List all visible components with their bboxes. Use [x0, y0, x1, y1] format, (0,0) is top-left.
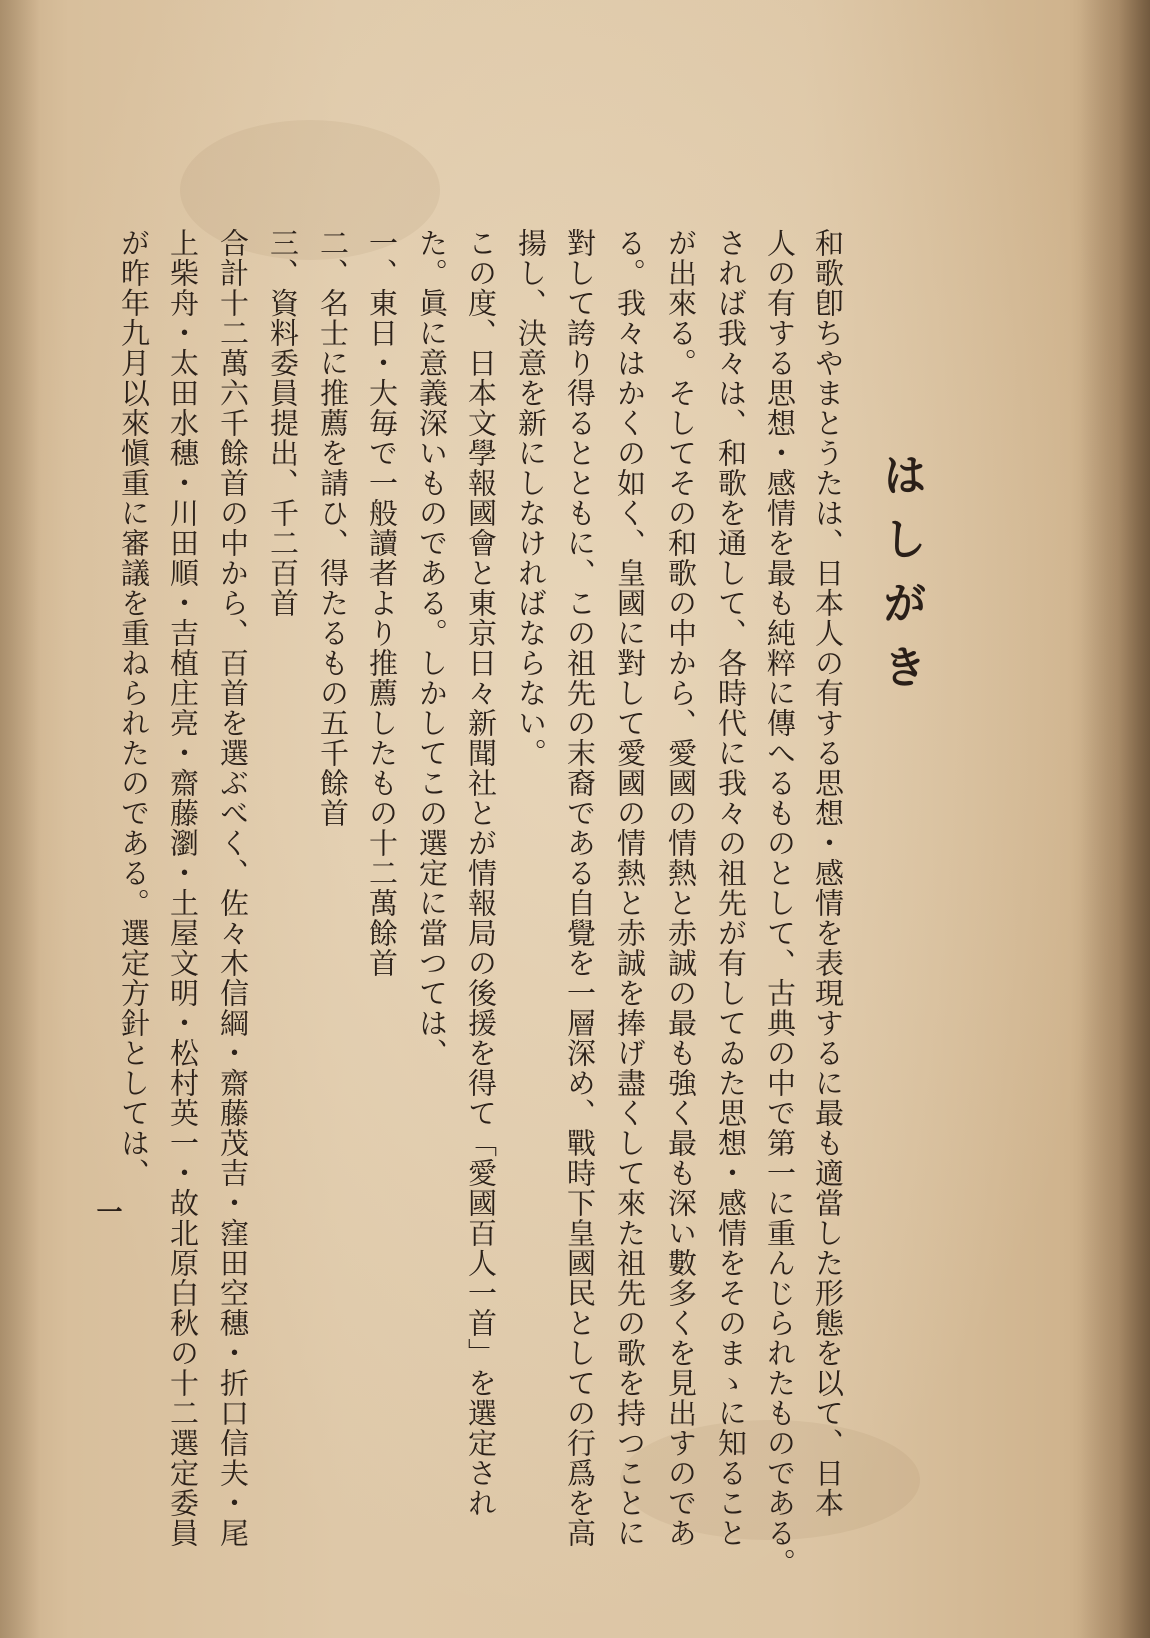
page-gutter-shadow [0, 0, 40, 1638]
text-column: る。我々はかくの如く、皇國に對して愛國の情熱と赤誠を捧げ盡くして來た祖先の歌を持つことに [613, 228, 647, 1548]
text-column: が昨年九月以來愼重に審議を重ねられたのである。選定方針としては、 [117, 228, 151, 1188]
list-item: 二、名士に推薦を請ひ、得たるもの五千餘首 [316, 228, 350, 828]
text-column: た。眞に意義深いものである。しかしてこの選定に當つては、 [415, 228, 449, 1068]
text-column: 揚し、決意を新にしなければならない。 [514, 228, 548, 768]
text-column: 對して誇り得るとともに、この祖先の末裔である自覺を一層深め、戰時下皇國民としての行爲を高 [563, 228, 597, 1548]
text-column: 人の有する思想・感情を最も純粹に傳へるものとして、古典の中で第一に重んじられたものである。 [763, 228, 797, 1578]
page-edge-shadow [1080, 0, 1150, 1638]
text-column: されば我々は、和歌を通して、各時代に我々の祖先が有してゐた思想・感情をそのまゝに知ること [714, 228, 748, 1548]
text-column: が出來る。そしてその和歌の中から、愛國の情熱と赤誠の最も強く最も深い數多くを見出すのであ [664, 228, 698, 1548]
text-column: 合計十二萬六千餘首の中から、百首を選ぶべく、佐々木信綱・齋藤茂吉・窪田空穗・折口信夫・尾 [216, 228, 250, 1548]
page-title: はしがき [875, 452, 926, 708]
text-column: 和歌卽ちやまとうたは、日本人の有する思想・感情を表現するに最も適當した形態を以て、日本 [811, 228, 845, 1518]
list-item: 三、資料委員提出、千二百首 [266, 228, 300, 618]
list-item: 一、東日・大毎で一般讀者より推薦したもの十二萬餘首 [365, 228, 399, 978]
text-column: この度、日本文學報國會と東京日々新聞社とが情報局の後援を得て「愛國百人一首」を選定され [464, 228, 498, 1518]
text-column: 上柴舟・太田水穗・川田順・吉植庄亮・齋藤瀏・土屋文明・松村英一・故北原白秋の十二選定委員 [166, 228, 200, 1548]
page-number: 一 [92, 1198, 122, 1224]
